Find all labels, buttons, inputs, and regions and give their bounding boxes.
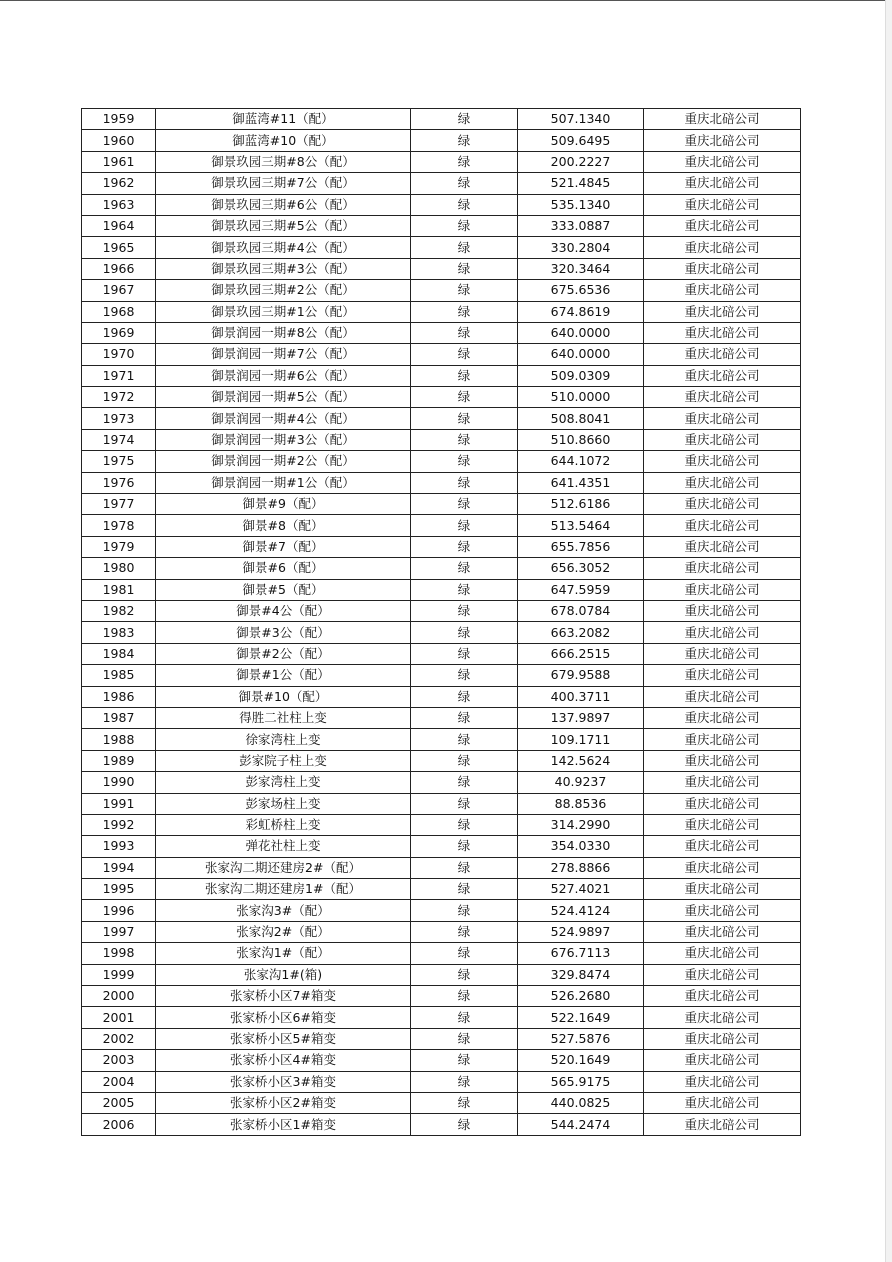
row-number-cell: 1984 bbox=[82, 643, 156, 664]
company-cell: 重庆北碚公司 bbox=[644, 707, 801, 728]
row-number-cell: 2002 bbox=[82, 1028, 156, 1049]
station-name-cell: 御景润园一期#3公（配） bbox=[156, 429, 411, 450]
value-cell: 666.2515 bbox=[518, 643, 644, 664]
value-cell: 320.3464 bbox=[518, 258, 644, 279]
row-number-cell: 2004 bbox=[82, 1071, 156, 1092]
page-right-edge bbox=[885, 0, 892, 1262]
company-cell: 重庆北碚公司 bbox=[644, 665, 801, 686]
status-color-cell: 绿 bbox=[411, 365, 518, 386]
status-color-cell: 绿 bbox=[411, 408, 518, 429]
station-name-cell: 御景#2公（配） bbox=[156, 643, 411, 664]
status-color-cell: 绿 bbox=[411, 622, 518, 643]
value-cell: 40.9237 bbox=[518, 772, 644, 793]
station-name-cell: 御蓝湾#11（配） bbox=[156, 109, 411, 130]
value-cell: 512.6186 bbox=[518, 494, 644, 515]
status-color-cell: 绿 bbox=[411, 558, 518, 579]
station-name-cell: 张家沟3#（配） bbox=[156, 900, 411, 921]
table-body bbox=[82, 109, 801, 1136]
station-name-cell: 御蓝湾#10（配） bbox=[156, 130, 411, 151]
station-name-cell: 御景玖园三期#7公（配） bbox=[156, 173, 411, 194]
table-row bbox=[82, 472, 801, 493]
value-cell: 440.0825 bbox=[518, 1092, 644, 1113]
row-number-cell: 1983 bbox=[82, 622, 156, 643]
value-cell: 400.3711 bbox=[518, 686, 644, 707]
value-cell: 200.2227 bbox=[518, 151, 644, 172]
station-name-cell: 张家桥小区3#箱变 bbox=[156, 1071, 411, 1092]
status-color-cell: 绿 bbox=[411, 301, 518, 322]
company-cell: 重庆北碚公司 bbox=[644, 472, 801, 493]
table-row bbox=[82, 536, 801, 557]
station-name-cell: 御景玖园三期#8公（配） bbox=[156, 151, 411, 172]
status-color-cell: 绿 bbox=[411, 750, 518, 771]
station-name-cell: 御景#8（配） bbox=[156, 515, 411, 536]
company-cell: 重庆北碚公司 bbox=[644, 365, 801, 386]
row-number-cell: 1993 bbox=[82, 836, 156, 857]
company-cell: 重庆北碚公司 bbox=[644, 857, 801, 878]
data-table bbox=[81, 108, 801, 1136]
value-cell: 544.2474 bbox=[518, 1114, 644, 1135]
value-cell: 647.5959 bbox=[518, 579, 644, 600]
company-cell: 重庆北碚公司 bbox=[644, 494, 801, 515]
company-cell: 重庆北碚公司 bbox=[644, 600, 801, 621]
company-cell: 重庆北碚公司 bbox=[644, 109, 801, 130]
station-name-cell: 御景#9（配） bbox=[156, 494, 411, 515]
station-name-cell: 御景#3公（配） bbox=[156, 622, 411, 643]
station-name-cell: 张家桥小区5#箱变 bbox=[156, 1028, 411, 1049]
value-cell: 655.7856 bbox=[518, 536, 644, 557]
value-cell: 329.8474 bbox=[518, 964, 644, 985]
station-name-cell: 张家桥小区6#箱变 bbox=[156, 1007, 411, 1028]
station-name-cell: 彭家场柱上变 bbox=[156, 793, 411, 814]
company-cell: 重庆北碚公司 bbox=[644, 515, 801, 536]
table-row bbox=[82, 900, 801, 921]
row-number-cell: 1977 bbox=[82, 494, 156, 515]
value-cell: 640.0000 bbox=[518, 344, 644, 365]
table-row bbox=[82, 964, 801, 985]
value-cell: 565.9175 bbox=[518, 1071, 644, 1092]
station-name-cell: 张家沟1#(箱) bbox=[156, 964, 411, 985]
status-color-cell: 绿 bbox=[411, 1071, 518, 1092]
table-row bbox=[82, 515, 801, 536]
table-row bbox=[82, 558, 801, 579]
value-cell: 524.4124 bbox=[518, 900, 644, 921]
row-number-cell: 1986 bbox=[82, 686, 156, 707]
value-cell: 526.2680 bbox=[518, 986, 644, 1007]
row-number-cell: 1999 bbox=[82, 964, 156, 985]
table-row bbox=[82, 1050, 801, 1071]
row-number-cell: 1963 bbox=[82, 194, 156, 215]
row-number-cell: 1980 bbox=[82, 558, 156, 579]
value-cell: 509.6495 bbox=[518, 130, 644, 151]
row-number-cell: 1974 bbox=[82, 429, 156, 450]
table-row bbox=[82, 237, 801, 258]
status-color-cell: 绿 bbox=[411, 536, 518, 557]
company-cell: 重庆北碚公司 bbox=[644, 921, 801, 942]
value-cell: 510.8660 bbox=[518, 429, 644, 450]
station-name-cell: 御景润园一期#7公（配） bbox=[156, 344, 411, 365]
station-name-cell: 彩虹桥柱上变 bbox=[156, 814, 411, 835]
row-number-cell: 1965 bbox=[82, 237, 156, 258]
company-cell: 重庆北碚公司 bbox=[644, 237, 801, 258]
row-number-cell: 1979 bbox=[82, 536, 156, 557]
station-name-cell: 徐家湾柱上变 bbox=[156, 729, 411, 750]
table-row bbox=[82, 600, 801, 621]
value-cell: 641.4351 bbox=[518, 472, 644, 493]
table-row bbox=[82, 322, 801, 343]
status-color-cell: 绿 bbox=[411, 793, 518, 814]
table-row bbox=[82, 943, 801, 964]
value-cell: 314.2990 bbox=[518, 814, 644, 835]
company-cell: 重庆北碚公司 bbox=[644, 215, 801, 236]
table-row bbox=[82, 836, 801, 857]
table-row bbox=[82, 194, 801, 215]
row-number-cell: 1966 bbox=[82, 258, 156, 279]
status-color-cell: 绿 bbox=[411, 344, 518, 365]
row-number-cell: 1969 bbox=[82, 322, 156, 343]
value-cell: 354.0330 bbox=[518, 836, 644, 857]
table-row bbox=[82, 707, 801, 728]
table-row bbox=[82, 643, 801, 664]
status-color-cell: 绿 bbox=[411, 665, 518, 686]
station-name-cell: 张家沟2#（配） bbox=[156, 921, 411, 942]
table-row bbox=[82, 921, 801, 942]
station-name-cell: 御景润园一期#1公（配） bbox=[156, 472, 411, 493]
table-row bbox=[82, 686, 801, 707]
row-number-cell: 1998 bbox=[82, 943, 156, 964]
status-color-cell: 绿 bbox=[411, 515, 518, 536]
station-name-cell: 御景玖园三期#4公（配） bbox=[156, 237, 411, 258]
status-color-cell: 绿 bbox=[411, 729, 518, 750]
station-name-cell: 御景润园一期#5公（配） bbox=[156, 387, 411, 408]
station-name-cell: 张家桥小区4#箱变 bbox=[156, 1050, 411, 1071]
table-row bbox=[82, 1114, 801, 1135]
status-color-cell: 绿 bbox=[411, 322, 518, 343]
value-cell: 88.8536 bbox=[518, 793, 644, 814]
company-cell: 重庆北碚公司 bbox=[644, 387, 801, 408]
company-cell: 重庆北碚公司 bbox=[644, 943, 801, 964]
status-color-cell: 绿 bbox=[411, 130, 518, 151]
table-row bbox=[82, 793, 801, 814]
table-row bbox=[82, 1028, 801, 1049]
table-row bbox=[82, 408, 801, 429]
company-cell: 重庆北碚公司 bbox=[644, 879, 801, 900]
value-cell: 508.8041 bbox=[518, 408, 644, 429]
status-color-cell: 绿 bbox=[411, 579, 518, 600]
table-row bbox=[82, 344, 801, 365]
company-cell: 重庆北碚公司 bbox=[644, 151, 801, 172]
row-number-cell: 2000 bbox=[82, 986, 156, 1007]
row-number-cell: 1989 bbox=[82, 750, 156, 771]
station-name-cell: 御景玖园三期#5公（配） bbox=[156, 215, 411, 236]
company-cell: 重庆北碚公司 bbox=[644, 258, 801, 279]
station-name-cell: 御景#10（配） bbox=[156, 686, 411, 707]
value-cell: 527.5876 bbox=[518, 1028, 644, 1049]
table-row bbox=[82, 857, 801, 878]
company-cell: 重庆北碚公司 bbox=[644, 814, 801, 835]
station-name-cell: 张家沟1#（配） bbox=[156, 943, 411, 964]
table-row bbox=[82, 215, 801, 236]
company-cell: 重庆北碚公司 bbox=[644, 558, 801, 579]
status-color-cell: 绿 bbox=[411, 151, 518, 172]
table-row bbox=[82, 280, 801, 301]
station-name-cell: 御景润园一期#6公（配） bbox=[156, 365, 411, 386]
value-cell: 678.0784 bbox=[518, 600, 644, 621]
row-number-cell: 1992 bbox=[82, 814, 156, 835]
table-row bbox=[82, 814, 801, 835]
value-cell: 679.9588 bbox=[518, 665, 644, 686]
station-name-cell: 得胜二社柱上变 bbox=[156, 707, 411, 728]
value-cell: 333.0887 bbox=[518, 215, 644, 236]
station-name-cell: 御景#7（配） bbox=[156, 536, 411, 557]
station-name-cell: 御景#1公（配） bbox=[156, 665, 411, 686]
row-number-cell: 2001 bbox=[82, 1007, 156, 1028]
status-color-cell: 绿 bbox=[411, 964, 518, 985]
station-name-cell: 御景#5（配） bbox=[156, 579, 411, 600]
company-cell: 重庆北碚公司 bbox=[644, 900, 801, 921]
table-row bbox=[82, 665, 801, 686]
status-color-cell: 绿 bbox=[411, 879, 518, 900]
row-number-cell: 1995 bbox=[82, 879, 156, 900]
station-name-cell: 弹花社柱上变 bbox=[156, 836, 411, 857]
status-color-cell: 绿 bbox=[411, 109, 518, 130]
row-number-cell: 1962 bbox=[82, 173, 156, 194]
station-name-cell: 御景玖园三期#3公（配） bbox=[156, 258, 411, 279]
station-name-cell: 御景润园一期#4公（配） bbox=[156, 408, 411, 429]
status-color-cell: 绿 bbox=[411, 387, 518, 408]
value-cell: 109.1711 bbox=[518, 729, 644, 750]
station-name-cell: 御景#4公（配） bbox=[156, 600, 411, 621]
row-number-cell: 1970 bbox=[82, 344, 156, 365]
row-number-cell: 2006 bbox=[82, 1114, 156, 1135]
company-cell: 重庆北碚公司 bbox=[644, 322, 801, 343]
company-cell: 重庆北碚公司 bbox=[644, 1050, 801, 1071]
station-name-cell: 张家桥小区7#箱变 bbox=[156, 986, 411, 1007]
table-row bbox=[82, 986, 801, 1007]
status-color-cell: 绿 bbox=[411, 280, 518, 301]
row-number-cell: 1996 bbox=[82, 900, 156, 921]
value-cell: 520.1649 bbox=[518, 1050, 644, 1071]
row-number-cell: 1987 bbox=[82, 707, 156, 728]
company-cell: 重庆北碚公司 bbox=[644, 772, 801, 793]
status-color-cell: 绿 bbox=[411, 215, 518, 236]
row-number-cell: 1975 bbox=[82, 451, 156, 472]
row-number-cell: 1982 bbox=[82, 600, 156, 621]
table-row bbox=[82, 1092, 801, 1113]
value-cell: 640.0000 bbox=[518, 322, 644, 343]
table-row bbox=[82, 494, 801, 515]
status-color-cell: 绿 bbox=[411, 814, 518, 835]
table-row bbox=[82, 365, 801, 386]
row-number-cell: 1976 bbox=[82, 472, 156, 493]
value-cell: 644.1072 bbox=[518, 451, 644, 472]
table-row bbox=[82, 772, 801, 793]
table-row bbox=[82, 451, 801, 472]
value-cell: 330.2804 bbox=[518, 237, 644, 258]
value-cell: 656.3052 bbox=[518, 558, 644, 579]
station-name-cell: 张家沟二期还建房2#（配） bbox=[156, 857, 411, 878]
company-cell: 重庆北碚公司 bbox=[644, 1071, 801, 1092]
table-row bbox=[82, 429, 801, 450]
value-cell: 676.7113 bbox=[518, 943, 644, 964]
company-cell: 重庆北碚公司 bbox=[644, 793, 801, 814]
status-color-cell: 绿 bbox=[411, 451, 518, 472]
company-cell: 重庆北碚公司 bbox=[644, 280, 801, 301]
row-number-cell: 1991 bbox=[82, 793, 156, 814]
row-number-cell: 1972 bbox=[82, 387, 156, 408]
company-cell: 重庆北碚公司 bbox=[644, 750, 801, 771]
status-color-cell: 绿 bbox=[411, 686, 518, 707]
row-number-cell: 1961 bbox=[82, 151, 156, 172]
company-cell: 重庆北碚公司 bbox=[644, 194, 801, 215]
company-cell: 重庆北碚公司 bbox=[644, 986, 801, 1007]
company-cell: 重庆北碚公司 bbox=[644, 301, 801, 322]
status-color-cell: 绿 bbox=[411, 600, 518, 621]
value-cell: 527.4021 bbox=[518, 879, 644, 900]
company-cell: 重庆北碚公司 bbox=[644, 1114, 801, 1135]
row-number-cell: 2003 bbox=[82, 1050, 156, 1071]
station-name-cell: 张家桥小区1#箱变 bbox=[156, 1114, 411, 1135]
table-row bbox=[82, 301, 801, 322]
status-color-cell: 绿 bbox=[411, 1114, 518, 1135]
status-color-cell: 绿 bbox=[411, 1028, 518, 1049]
table-row bbox=[82, 622, 801, 643]
row-number-cell: 1967 bbox=[82, 280, 156, 301]
company-cell: 重庆北碚公司 bbox=[644, 173, 801, 194]
company-cell: 重庆北碚公司 bbox=[644, 536, 801, 557]
company-cell: 重庆北碚公司 bbox=[644, 643, 801, 664]
status-color-cell: 绿 bbox=[411, 836, 518, 857]
station-name-cell: 御景润园一期#2公（配） bbox=[156, 451, 411, 472]
value-cell: 513.5464 bbox=[518, 515, 644, 536]
row-number-cell: 1968 bbox=[82, 301, 156, 322]
table-row bbox=[82, 173, 801, 194]
status-color-cell: 绿 bbox=[411, 900, 518, 921]
row-number-cell: 1964 bbox=[82, 215, 156, 236]
row-number-cell: 1973 bbox=[82, 408, 156, 429]
status-color-cell: 绿 bbox=[411, 258, 518, 279]
table-row bbox=[82, 387, 801, 408]
row-number-cell: 1960 bbox=[82, 130, 156, 151]
station-name-cell: 张家桥小区2#箱变 bbox=[156, 1092, 411, 1113]
station-name-cell: 彭家院子柱上变 bbox=[156, 750, 411, 771]
company-cell: 重庆北碚公司 bbox=[644, 729, 801, 750]
status-color-cell: 绿 bbox=[411, 429, 518, 450]
company-cell: 重庆北碚公司 bbox=[644, 408, 801, 429]
value-cell: 521.4845 bbox=[518, 173, 644, 194]
table-row bbox=[82, 130, 801, 151]
company-cell: 重庆北碚公司 bbox=[644, 622, 801, 643]
status-color-cell: 绿 bbox=[411, 986, 518, 1007]
row-number-cell: 1981 bbox=[82, 579, 156, 600]
row-number-cell: 1959 bbox=[82, 109, 156, 130]
company-cell: 重庆北碚公司 bbox=[644, 579, 801, 600]
value-cell: 674.8619 bbox=[518, 301, 644, 322]
station-name-cell: 张家沟二期还建房1#（配） bbox=[156, 879, 411, 900]
row-number-cell: 1985 bbox=[82, 665, 156, 686]
table-row bbox=[82, 151, 801, 172]
value-cell: 522.1649 bbox=[518, 1007, 644, 1028]
value-cell: 510.0000 bbox=[518, 387, 644, 408]
status-color-cell: 绿 bbox=[411, 1007, 518, 1028]
table-row bbox=[82, 1007, 801, 1028]
status-color-cell: 绿 bbox=[411, 494, 518, 515]
value-cell: 142.5624 bbox=[518, 750, 644, 771]
company-cell: 重庆北碚公司 bbox=[644, 1007, 801, 1028]
value-cell: 524.9897 bbox=[518, 921, 644, 942]
status-color-cell: 绿 bbox=[411, 1092, 518, 1113]
status-color-cell: 绿 bbox=[411, 194, 518, 215]
station-name-cell: 御景玖园三期#1公（配） bbox=[156, 301, 411, 322]
page-top-border bbox=[0, 0, 892, 1]
value-cell: 535.1340 bbox=[518, 194, 644, 215]
value-cell: 509.0309 bbox=[518, 365, 644, 386]
station-name-cell: 御景玖园三期#6公（配） bbox=[156, 194, 411, 215]
status-color-cell: 绿 bbox=[411, 857, 518, 878]
value-cell: 137.9897 bbox=[518, 707, 644, 728]
row-number-cell: 1971 bbox=[82, 365, 156, 386]
station-name-cell: 彭家湾柱上变 bbox=[156, 772, 411, 793]
table-row bbox=[82, 729, 801, 750]
status-color-cell: 绿 bbox=[411, 173, 518, 194]
status-color-cell: 绿 bbox=[411, 643, 518, 664]
value-cell: 507.1340 bbox=[518, 109, 644, 130]
value-cell: 278.8866 bbox=[518, 857, 644, 878]
company-cell: 重庆北碚公司 bbox=[644, 686, 801, 707]
company-cell: 重庆北碚公司 bbox=[644, 1028, 801, 1049]
value-cell: 675.6536 bbox=[518, 280, 644, 301]
table-row bbox=[82, 879, 801, 900]
station-name-cell: 御景润园一期#8公（配） bbox=[156, 322, 411, 343]
row-number-cell: 1994 bbox=[82, 857, 156, 878]
status-color-cell: 绿 bbox=[411, 707, 518, 728]
row-number-cell: 1988 bbox=[82, 729, 156, 750]
table-row bbox=[82, 109, 801, 130]
status-color-cell: 绿 bbox=[411, 237, 518, 258]
company-cell: 重庆北碚公司 bbox=[644, 1092, 801, 1113]
table-row bbox=[82, 750, 801, 771]
company-cell: 重庆北碚公司 bbox=[644, 836, 801, 857]
company-cell: 重庆北碚公司 bbox=[644, 964, 801, 985]
status-color-cell: 绿 bbox=[411, 772, 518, 793]
row-number-cell: 1990 bbox=[82, 772, 156, 793]
table-row bbox=[82, 1071, 801, 1092]
status-color-cell: 绿 bbox=[411, 472, 518, 493]
value-cell: 663.2082 bbox=[518, 622, 644, 643]
company-cell: 重庆北碚公司 bbox=[644, 451, 801, 472]
company-cell: 重庆北碚公司 bbox=[644, 344, 801, 365]
row-number-cell: 1978 bbox=[82, 515, 156, 536]
status-color-cell: 绿 bbox=[411, 921, 518, 942]
station-name-cell: 御景玖园三期#2公（配） bbox=[156, 280, 411, 301]
table-row bbox=[82, 258, 801, 279]
row-number-cell: 2005 bbox=[82, 1092, 156, 1113]
station-name-cell: 御景#6（配） bbox=[156, 558, 411, 579]
status-color-cell: 绿 bbox=[411, 943, 518, 964]
status-color-cell: 绿 bbox=[411, 1050, 518, 1071]
table-row bbox=[82, 579, 801, 600]
company-cell: 重庆北碚公司 bbox=[644, 130, 801, 151]
row-number-cell: 1997 bbox=[82, 921, 156, 942]
company-cell: 重庆北碚公司 bbox=[644, 429, 801, 450]
